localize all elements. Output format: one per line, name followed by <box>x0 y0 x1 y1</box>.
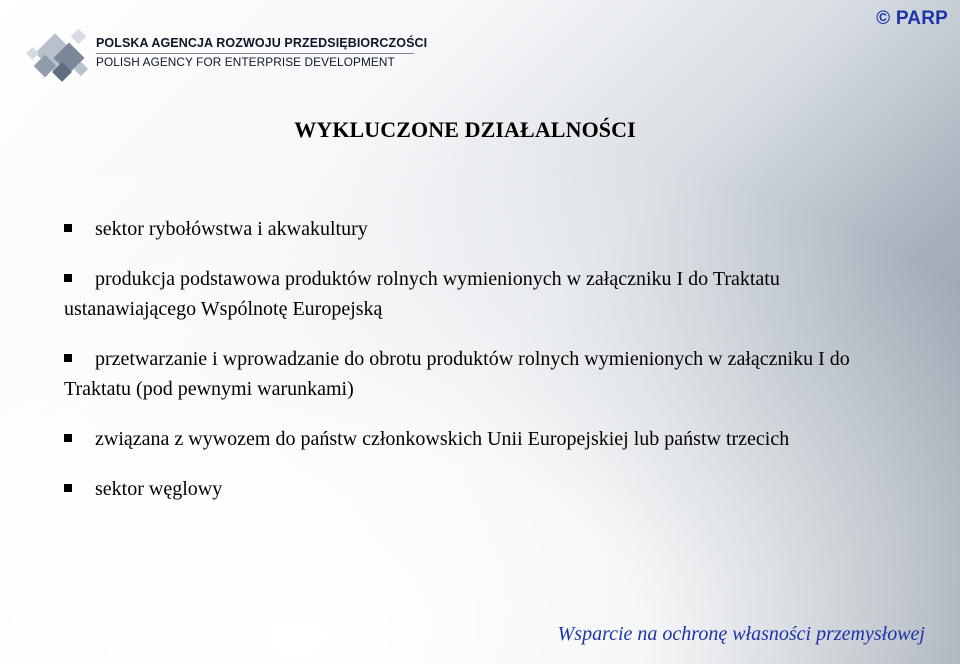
list-item-text: sektor rybołówstwa i akwakultury <box>95 218 368 240</box>
list-item <box>64 264 884 324</box>
slide-footer: Wsparcie na ochronę własności przemysłowej <box>557 623 925 645</box>
square-bullet-icon <box>64 434 72 442</box>
square-bullet-icon <box>64 224 72 232</box>
list-item-text: sektor węglowy <box>95 478 223 500</box>
square-bullet-icon <box>64 484 72 492</box>
logo-text-polish: POLSKA AGENCJA ROZWOJU PRZEDSIĘBIORCZOŚCI <box>96 36 428 50</box>
square-bullet-icon <box>64 354 72 362</box>
list-item-text: przetwarzanie i wprowadzanie do obrotu produktów rolnych wymienionych w załączniku I do Traktatu (pod pewnymi warunkami) <box>64 348 850 400</box>
list-item <box>64 474 884 504</box>
parp-logo <box>24 24 428 94</box>
excluded-activities-list <box>64 214 884 524</box>
square-bullet-icon <box>64 274 72 282</box>
logo-wordmark <box>96 37 427 68</box>
slide-title: WYKLUCZONE DZIAŁALNOŚCI <box>294 117 636 142</box>
list-item <box>64 214 884 244</box>
list-item-text: produkcja podstawowa produktów rolnych wymienionych w załączniku I do Traktatu ustanawiającego Wspólnotę Europejską <box>64 268 780 320</box>
list-item-text: związana z wywozem do państw członkowskich Unii Europejskiej lub państw trzecich <box>95 428 790 450</box>
list-item <box>64 344 884 404</box>
logo-text-english: POLISH AGENCY FOR ENTERPRISE DEVELOPMENT <box>96 54 395 69</box>
copyright-label: © PARP <box>876 8 948 29</box>
parp-diamond-logo-icon <box>24 24 102 90</box>
list-item <box>64 424 884 454</box>
